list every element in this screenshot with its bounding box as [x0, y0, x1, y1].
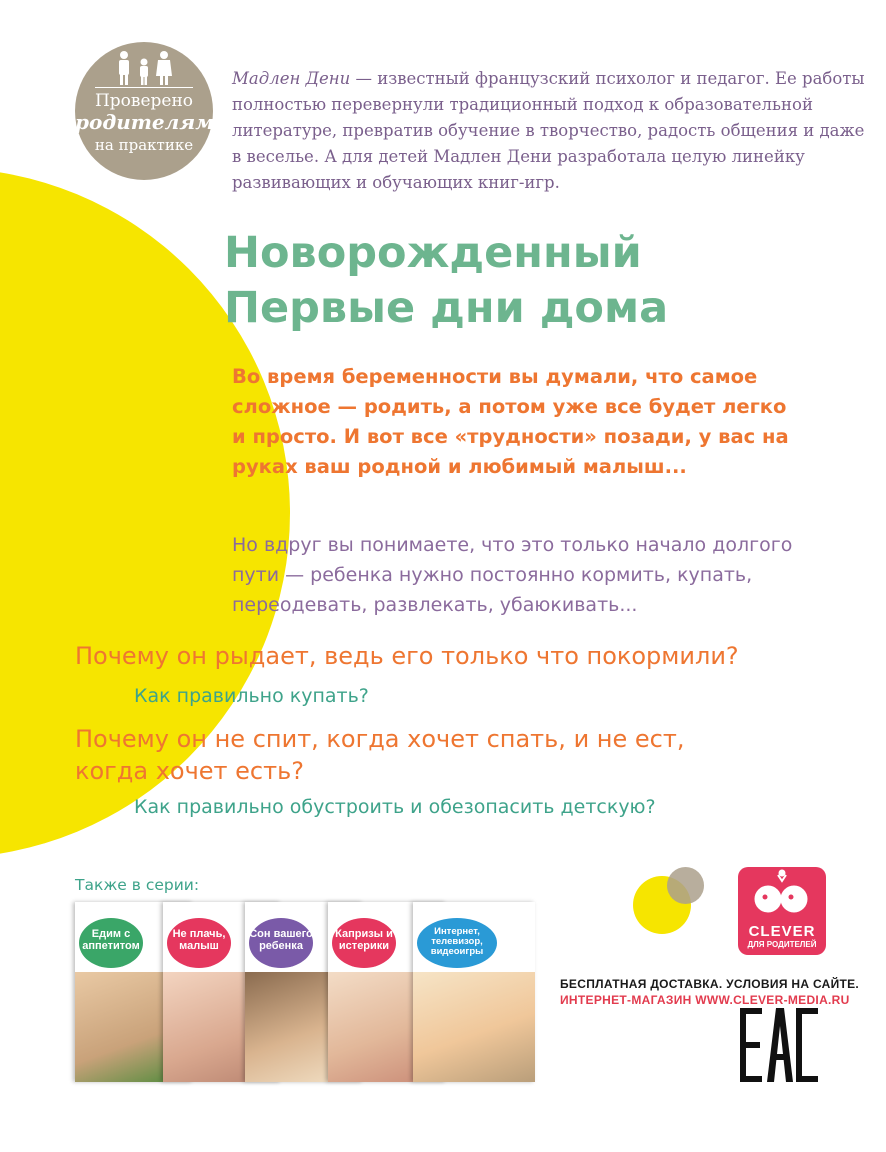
book-title-label: Интернет, телевизор, видеоигры: [417, 918, 497, 968]
question-1: Почему он рыдает, ведь его только что покормили?: [75, 642, 739, 670]
parents-tested-badge: [75, 42, 229, 180]
question-2: Как правильно купать?: [134, 685, 369, 707]
badge-line-3: на практике: [94, 136, 194, 154]
book-title-label: Не плачь, малыш: [167, 918, 231, 968]
series-books: [75, 902, 535, 1084]
question-3-line-1: Почему он не спит, когда хочет спать, и не ест,: [75, 725, 685, 753]
book-title-label: Сон вашего ребенка: [249, 918, 313, 968]
clever-logo: [738, 867, 826, 955]
author-description: — известный французский психолог и педагог. Ее работы полностью перевернули традиционный подход к образовательной литературе, превратив обучение в творчество, радость общения и даже в веселье. А для детей Мадлен Дени разработала целую линейку развивающих и обучающих книг-игр.: [232, 69, 865, 192]
lead-paragraph: Во время беременности вы думали, что самое сложное — родить, а потом уже все будет легко и просто. И вот все «трудности» позади, у вас на руках ваш родной и любимый малыш...: [232, 365, 789, 478]
question-3-line-2: когда хочет есть?: [75, 757, 304, 785]
series-label: Также в серии:: [75, 876, 200, 894]
badge-line-2: родителями: [75, 110, 229, 134]
book-title-label: Едим с аппетитом: [79, 918, 143, 968]
clever-wordmark: CLEVER: [748, 923, 816, 940]
question-4: Как правильно обустроить и обезопасить детскую?: [134, 796, 656, 818]
badge-line-1: Проверено: [94, 91, 194, 111]
book-title-label: Капризы и истерики: [332, 918, 396, 968]
delivery-info: [560, 976, 870, 1008]
book-cover-image: [413, 972, 535, 1082]
book-title-line-1: Новорожденный: [224, 228, 642, 278]
author-name: Мадлен Дени: [232, 69, 351, 88]
clever-subtitle: ДЛЯ РОДИТЕЛЕЙ: [747, 940, 817, 949]
badge-divider: [95, 87, 193, 88]
book-title: [224, 226, 668, 336]
author-intro: [232, 66, 872, 196]
webshop-text: ИНТЕРНЕТ-МАГАЗИН WWW.CLEVER-MEDIA.RU: [560, 993, 850, 1007]
body-paragraph: Но вдруг вы понимаете, что это только начало долгого пути — ребенка нужно постоянно кормить, купать, переодевать, развлекать, убаюкивать...: [232, 534, 793, 616]
book-title-line-2: Первые дни дома: [224, 283, 669, 333]
question-3: [75, 723, 684, 787]
tan-dot-decoration: [667, 867, 704, 904]
eac-mark-icon: [740, 1008, 818, 1082]
series-book-5: [413, 902, 535, 1082]
free-delivery-text: БЕСПЛАТНАЯ ДОСТАВКА. УСЛОВИЯ НА САЙТЕ.: [560, 977, 860, 991]
family-icon: [114, 50, 174, 86]
clever-mascot-icon: [738, 867, 826, 925]
